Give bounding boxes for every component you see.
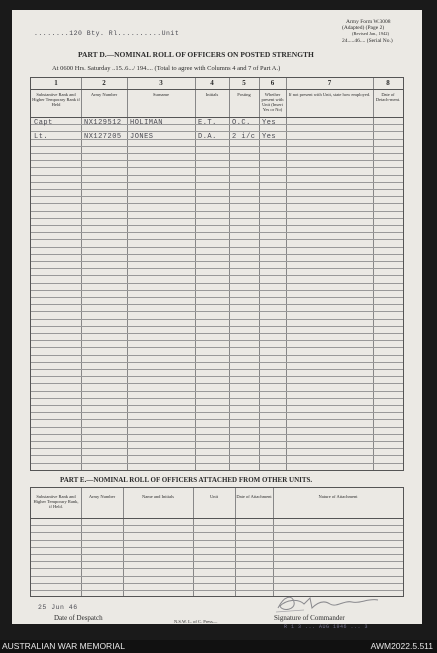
ruled-line (31, 153, 403, 154)
column-header: Substantive Rank and Higher Temporary Rank, if Held. (33, 494, 79, 509)
unit-line: ........120 Bty. Rl..........Unit (34, 30, 180, 37)
header-divider (31, 117, 403, 118)
ruled-line (31, 568, 403, 569)
row-2-rank: Lt. (34, 133, 49, 142)
ruled-line (31, 203, 403, 204)
column-divider (193, 488, 194, 596)
column-header: Army Number (88, 494, 116, 499)
despatch-date-label: Date of Despatch (54, 614, 103, 622)
form-revised: (Revised Jan., 1942) (352, 31, 389, 36)
column-header: Posting (237, 92, 251, 97)
receipt-stamp: R 1 3 ... AUG 1946 ... 3 (284, 624, 369, 630)
ruled-line (31, 160, 403, 161)
column-header: Name and Initials (142, 494, 174, 499)
row-1-number: NX129512 (84, 119, 122, 127)
row-2-posting: 2 i/c (232, 133, 256, 142)
column-header: Nature of Attachment (318, 494, 358, 499)
ruled-line (31, 355, 403, 356)
column-header: Whether present with Unit (Insert Yes or No) (261, 92, 284, 112)
row-1-present: Yes (262, 119, 277, 127)
column-divider (123, 488, 124, 596)
ruled-line (31, 463, 403, 464)
ruled-line (31, 275, 403, 276)
ruled-line (31, 427, 403, 428)
ruled-line (31, 347, 403, 348)
row-1-surname: HOLIMAN (130, 119, 163, 127)
column-divider (229, 78, 230, 470)
header-divider (31, 518, 403, 519)
ruled-line (31, 383, 403, 384)
column-header: Substantive Rank and Higher Temporary Rank if Held (32, 92, 80, 107)
column-header: Army Number (90, 92, 118, 97)
ruled-line (31, 167, 403, 168)
column-number: 3 (159, 79, 163, 87)
ruled-line (31, 576, 403, 577)
ruled-line (31, 590, 403, 591)
column-divider (259, 78, 260, 470)
row-1-rank: Capt (34, 119, 53, 127)
archive-name: AUSTRALIAN WAR MEMORIAL (2, 641, 125, 651)
despatch-date-value: 25 Jun 46 (38, 604, 78, 611)
archive-footer-bar (0, 640, 437, 653)
ruled-line (31, 540, 403, 541)
ruled-line (31, 290, 403, 291)
ruled-line (31, 525, 403, 526)
ruled-line (31, 239, 403, 240)
ruled-line (31, 441, 403, 442)
ruled-line (31, 319, 403, 320)
column-header: If not present with Unit, state how employed. (288, 92, 371, 97)
ruled-line (31, 175, 403, 176)
ruled-line (31, 189, 403, 190)
commander-signature (274, 592, 384, 614)
ruled-line (31, 412, 403, 413)
ruled-line (31, 369, 403, 370)
ruled-line (31, 333, 403, 334)
ruled-line (31, 247, 403, 248)
column-number: 1 (54, 79, 58, 87)
row-1-posting: O.C. (232, 119, 251, 127)
ruled-line (31, 340, 403, 341)
printer-imprint: N.S.W. L. of C. Press— (174, 619, 218, 624)
ruled-line (31, 268, 403, 269)
column-header: Initials (205, 92, 219, 97)
ruled-line (31, 211, 403, 212)
column-header: Date of Detach-ment. (375, 92, 401, 102)
part-d-table (30, 77, 404, 471)
ruled-line (31, 182, 403, 183)
ruled-line (31, 225, 403, 226)
column-divider (373, 78, 374, 470)
column-number: 5 (242, 79, 246, 87)
ruled-line (31, 532, 403, 533)
column-header: Date of Attachment (236, 494, 272, 499)
document-sheet (12, 10, 422, 630)
ruled-line (31, 326, 403, 327)
row-2-number: NX127205 (84, 133, 122, 142)
column-divider (127, 78, 128, 470)
column-number: 2 (102, 79, 106, 87)
ruled-line (31, 362, 403, 363)
archive-reference: AWM2022.5.511 (370, 641, 433, 651)
column-divider (81, 488, 82, 596)
ruled-line (31, 218, 403, 219)
ruled-line (31, 146, 403, 147)
part-e-title: PART E.—NOMINAL ROLL OF OFFICERS ATTACHED FROM OTHER UNITS. (60, 476, 313, 484)
column-header: Unit (209, 494, 218, 499)
part-e-table (30, 487, 404, 597)
ruled-line (31, 311, 403, 312)
ruled-line (31, 283, 403, 284)
number-row-divider (31, 89, 403, 90)
part-d-subtitle: At 0600 Hrs. Saturday ..15..6.../ 194.... (Total to agree with Columns 4 and 7 of Part A.) (52, 65, 281, 72)
column-divider (273, 488, 274, 596)
ruled-line (31, 455, 403, 456)
column-number: 4 (210, 79, 214, 87)
ruled-line (31, 434, 403, 435)
ruled-line (31, 232, 403, 233)
serial-number: 24.....46.... (Serial No.) (342, 38, 393, 44)
column-divider (81, 78, 82, 470)
ruled-line (31, 419, 403, 420)
ruled-line (31, 304, 403, 305)
column-number: 6 (270, 79, 275, 87)
row-2-surname: JONES (130, 133, 154, 142)
ruled-line (31, 547, 403, 548)
column-number: 8 (386, 79, 390, 87)
column-divider (195, 78, 196, 470)
column-divider (235, 488, 236, 596)
ruled-line (31, 398, 403, 399)
ruled-line (31, 583, 403, 584)
commander-signature-label: Signature of Commander (274, 614, 345, 622)
ruled-line (31, 254, 403, 255)
ruled-line (31, 196, 403, 197)
column-header: Surname (153, 92, 169, 97)
ruled-line (31, 391, 403, 392)
row-2-present: Yes (262, 133, 277, 142)
row-1-initials: E.T. (198, 119, 217, 127)
ruled-line (31, 297, 403, 298)
ruled-line (31, 405, 403, 406)
ruled-line (31, 131, 403, 132)
ruled-line (31, 554, 403, 555)
ruled-line (31, 448, 403, 449)
column-divider (286, 78, 287, 470)
part-d-title: PART D.—NOMINAL ROLL OF OFFICERS ON POSTED STRENGTH (78, 50, 314, 59)
ruled-line (31, 261, 403, 262)
ruled-line (31, 376, 403, 377)
column-number: 7 (327, 79, 332, 87)
form-adapted: (Adapted) (Page 2) (342, 25, 385, 31)
form-number: Army Form W.3008 (346, 19, 391, 25)
ruled-line (31, 561, 403, 562)
row-2-initials: D.A. (198, 133, 217, 142)
